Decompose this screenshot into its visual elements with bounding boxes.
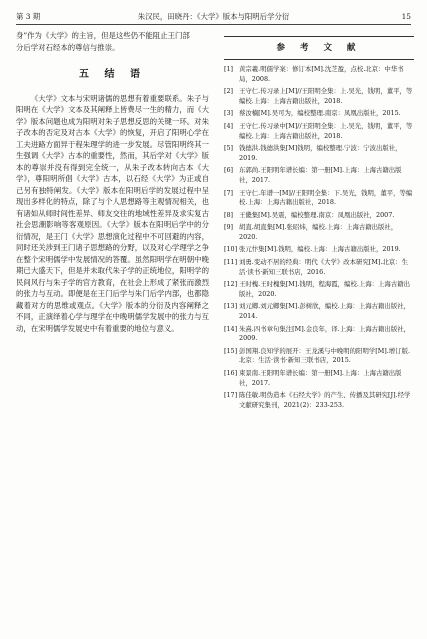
body-column xyxy=(16,30,209,334)
text-line: 分后学对石经本的尊信与推崇。 xyxy=(16,42,120,52)
text-line: 古本的重要性，然而，其后学对《大学》版本的尊崇并 xyxy=(16,151,209,172)
reference-text: 蔡汝楠[M].吴可为，编校整理.南京：凤凰出版社，2015. xyxy=(239,109,401,118)
reference-number: [5] xyxy=(224,144,234,153)
text-line: 朝中晚期已大盛天下，但是并未取代朱子学的正统 xyxy=(16,254,209,275)
reference-text: 张元忭集[M].钱明，编校.上海：上海古籍出版社，2019. xyxy=(239,245,401,254)
reference-number: [4] xyxy=(224,121,234,130)
reference-item xyxy=(224,65,414,84)
text-line: 《大学》文本与宋明诸儒的思想有着重要联系。 xyxy=(30,93,187,103)
section-title: 五 结 语 xyxy=(79,69,146,80)
text-line: 呈现出多样化的特点，除了与个人思想路等主观 xyxy=(16,185,209,206)
text-line: 情况相关，也有诸如从师时间性差异、师友交往的地 xyxy=(16,197,209,218)
text-line: 阳明所倡《大学》古本，以石经《大学》为正或自己另 xyxy=(16,174,209,195)
text-line: 地位，阳明学的民间风行与朱子学的官方教育，在 xyxy=(16,266,209,287)
text-line: 身”作为《大学》的主旨，但是这些仍不能阻止王门部 xyxy=(16,31,190,40)
issue-number: 第 3 期 xyxy=(16,12,41,21)
reference-item xyxy=(224,391,414,410)
text-line: 没有得到完全统一，从朱子改本转向古本《大学》，尊 xyxy=(16,162,209,183)
text-line: 整个宋明儒学中发展情况的答覆。虽然阳明学在明 xyxy=(23,254,187,264)
page-number: 15 xyxy=(401,12,411,21)
reference-text: 陈佳敏.明伪造本《石经大学》的产生、传播及其研究[J].经学文献研究集刊，2021(2)：233-253. xyxy=(239,391,411,409)
reference-item xyxy=(224,166,414,185)
reference-text: 王时槐.王时槐集[M].钱明，程海霞，编校.上海：上海古籍出版社，2020. xyxy=(239,280,410,298)
reference-item xyxy=(224,211,414,221)
reference-number: [1] xyxy=(224,65,234,73)
reference-number: [8] xyxy=(224,210,234,219)
reference-item xyxy=(224,258,414,277)
reference-item xyxy=(224,223,414,242)
reference-item xyxy=(224,144,414,163)
text-line: 思想演化过程中不可回避的内容，同时还关涉到 xyxy=(16,231,209,252)
text-line: 有独特阐发。《大学》版本在阳明后学的发展过程中 xyxy=(31,185,202,195)
reference-text: 朱熹.四书章句集注[M].金良年，译.上海：上海古籍出版社，2009. xyxy=(239,324,410,343)
text-line: 精力，而《大学》版本问题也成为阳明对朱子思想反 xyxy=(16,105,209,126)
text-line: 的恢复，开启了阳明心学在工夫进路方面异于程朱 xyxy=(16,128,209,149)
reference-number: [10] xyxy=(224,245,238,254)
text-line: 《大学》版本在阳明后学中的分衍情况，是王门《大学》 xyxy=(16,220,209,241)
reference-number: [14] xyxy=(224,324,238,333)
reference-item xyxy=(224,325,414,344)
reference-number: [11] xyxy=(224,257,238,266)
text-line: 或观点。《大学》版本的分衍及内容阐释之不同，正 xyxy=(16,300,209,321)
reference-item xyxy=(224,87,414,106)
reference-number: [6] xyxy=(224,166,234,175)
text-line: 在宋明儒学发展史中有着重要的地位与意义。 xyxy=(30,323,179,333)
reference-text: 东郭尚.王阳明年谱长编：第一册[M].上海：上海古籍出版社，2017. xyxy=(239,166,402,185)
reference-item xyxy=(224,109,414,119)
reference-item xyxy=(224,245,414,255)
reference-number: [2] xyxy=(224,87,234,96)
running-title: 朱汉民，田晓丹：《大学》版本与阳明后学分衍 xyxy=(137,12,290,21)
reference-number: [16] xyxy=(224,368,238,377)
reference-item xyxy=(224,369,414,388)
reference-item xyxy=(224,189,414,208)
text-line: 社会上形成了紧张而激烈的张力与互动。即便是在 xyxy=(16,277,209,298)
conclusion-paragraph xyxy=(16,93,209,335)
reference-number: [15] xyxy=(224,346,238,355)
reference-number: [17] xyxy=(224,391,238,400)
reference-item xyxy=(224,347,414,366)
reference-text: 束景南.王阳明年谱长编：第一册[M].上海：上海古籍出版社，2017. xyxy=(239,368,402,387)
page-header xyxy=(16,10,411,25)
reference-text: 刘元卿.刘元卿集[M].彭树欣，编校.上海：上海古籍出版社，2014. xyxy=(239,302,410,321)
reference-number: [12] xyxy=(224,280,238,289)
reference-text: 胡直.胡直集[M].张昭炜，编校.上海：上海古籍出版社，2020. xyxy=(239,223,398,241)
reference-number: [3] xyxy=(224,109,234,118)
references-column xyxy=(224,30,414,413)
reference-text: 王守仁.年谱一[M]//王阳明全集：下.吴光，钱明，董平，等编校.上海：上海古籍出版社，2018. xyxy=(239,188,413,207)
reference-number: [9] xyxy=(224,223,234,232)
text-line: 王门后学与朱门后学内部，也都隐藏着对方的思维 xyxy=(16,289,209,310)
reference-text: 刘勇.变动不居的经典：明代《大学》改本研究[M].北京：生活·读书·新知三联书店，2016. xyxy=(239,257,408,276)
reference-item xyxy=(224,122,414,141)
reference-item xyxy=(224,280,414,299)
reference-text: 王畿集[M].吴震，编校整理.南京：凤凰出版社，2007. xyxy=(239,210,395,219)
text-line: 王门诸子思想路的分野，以及对心学理学之争在 xyxy=(16,243,209,264)
text-line: 理学的进一步发展。尽管阳明终其一生强调《大学》 xyxy=(16,139,209,160)
intro-paragraph xyxy=(16,30,209,53)
reference-text: 王守仁.传习录上[M]//王阳明全集：上.吴光，钱明，董平，等编校.上海：上海古籍出版社，2018. xyxy=(239,87,413,105)
text-line: 演绎着心学与理学在中晚明儒学发展中的张力与互动， xyxy=(16,312,209,333)
reference-text: 彭国翔.良知学的展开：王龙溪与中晚明的阳明学[M].增订版.北京：生活·读书·新知三联书店，2015. xyxy=(239,346,410,365)
reference-number: [13] xyxy=(224,302,238,311)
reference-text: 钱德洪.钱德洪集[M]钱明，编校整理.宁波：宁波出版社，2019. xyxy=(239,144,402,162)
text-line: 朱子与阳明在《大学》文本及其阐释上皆费尽一生的 xyxy=(16,93,209,114)
reference-item xyxy=(224,302,414,321)
text-line: 思的关键一环。对朱子改本的否定及对古本《大学》 xyxy=(16,116,209,137)
reference-text: 黄宗羲.明儒学案：修订本[M].沈芝盈，点校.北京：中华书局，2008. xyxy=(239,65,404,83)
reference-text: 王守仁.传习录中[M]//王阳明全集：上.吴光，钱明，董平，等编校.上海：上海古籍出版社，2018. xyxy=(239,121,413,140)
references-title: 参 考 文 献 xyxy=(224,36,414,60)
reference-number: [7] xyxy=(224,188,234,197)
text-line: 域性差异及求实复古社会思潮影响等客观原因。 xyxy=(16,208,209,229)
